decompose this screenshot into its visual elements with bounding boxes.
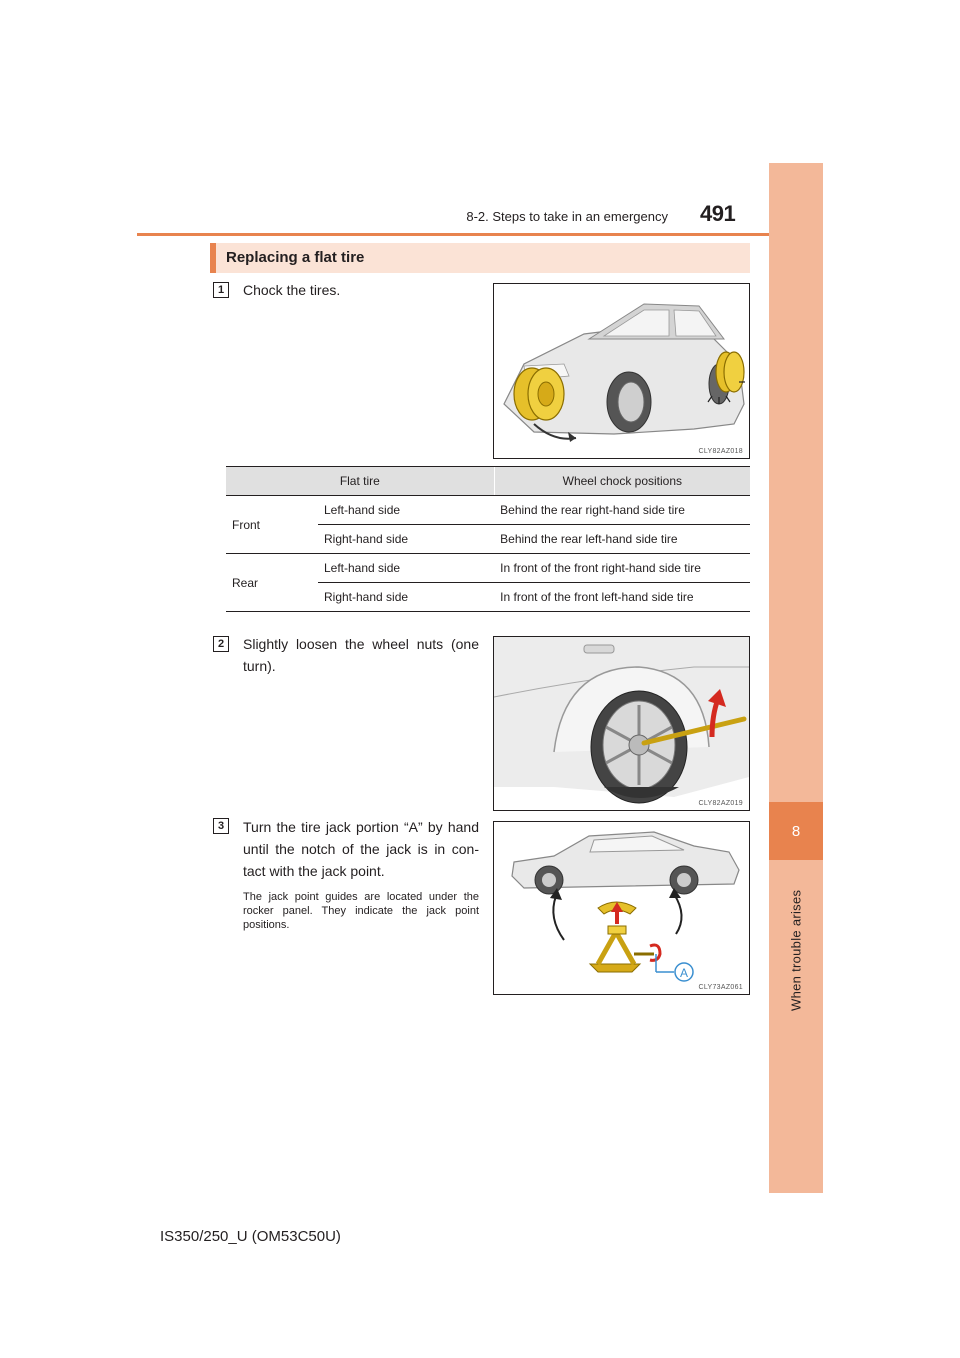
- figure-loosen-nuts: [493, 636, 750, 811]
- step-1-number: 1: [213, 282, 229, 298]
- table-cell: Right-hand side: [318, 583, 494, 612]
- table-row: [226, 554, 750, 583]
- step-3-number: 3: [213, 818, 229, 834]
- chapter-side-strip: [769, 163, 823, 1193]
- header-rule: [137, 233, 823, 236]
- figure-jack-points: [493, 821, 750, 995]
- manual-code-footer: IS350/250_U (OM53C50U): [160, 1228, 341, 1245]
- front-wheel-chock: [514, 368, 564, 420]
- table-cell: Right-hand side: [318, 525, 494, 554]
- step-3-text: Turn the tire jack portion “A” by hand until the notch of the jack is in con-tact with the jack point.: [243, 819, 479, 879]
- table-cell: In front of the front left-hand side tire: [494, 583, 750, 612]
- table-group-label: Front: [226, 496, 318, 554]
- rear-wheel-chock: [716, 352, 744, 392]
- page-number: 491: [700, 201, 736, 226]
- table-cell: Left-hand side: [318, 554, 494, 583]
- step-1-text: Chock the tires.: [243, 282, 341, 298]
- running-header: 8-2. Steps to take in an emergency: [466, 209, 668, 224]
- table-header-cell: Flat tire: [226, 467, 494, 496]
- tire-jack: [590, 926, 654, 972]
- figure-code: CLY82AZ018: [698, 448, 743, 455]
- table-cell: In front of the front right-hand side tire: [494, 554, 750, 583]
- table-header-row: [226, 467, 750, 496]
- table-row: [226, 496, 750, 525]
- section-title: Replacing a flat tire: [226, 249, 365, 266]
- step-3-note: The jack point guides are located under the rocker panel. They indicate the jack point positions.: [243, 891, 479, 931]
- figure-code: CLY82AZ019: [698, 800, 743, 807]
- wheel-chock-table: [226, 466, 750, 612]
- jack-label-a: A: [679, 966, 689, 980]
- table-cell: Behind the rear right-hand side tire: [494, 496, 750, 525]
- wheel-wrench-illustration: [494, 637, 749, 810]
- table-cell: Left-hand side: [318, 496, 494, 525]
- car-chocked-illustration: [494, 284, 749, 458]
- step-2-number: 2: [213, 636, 229, 652]
- step-2-text: Slightly loosen the wheel nuts (one turn).: [243, 636, 479, 674]
- section-header: [210, 243, 750, 273]
- car-jack-illustration: [494, 822, 749, 994]
- table-group-label: Rear: [226, 554, 318, 612]
- table-header-cell: Wheel chock positions: [494, 467, 750, 496]
- figure-code: CLY73AZ061: [698, 984, 743, 991]
- table-cell: Behind the rear left-hand side tire: [494, 525, 750, 554]
- figure-wheel-chocks: [493, 283, 750, 459]
- chapter-side-label: When trouble arises: [788, 889, 804, 1011]
- chapter-number-tab[interactable]: 8: [769, 802, 823, 860]
